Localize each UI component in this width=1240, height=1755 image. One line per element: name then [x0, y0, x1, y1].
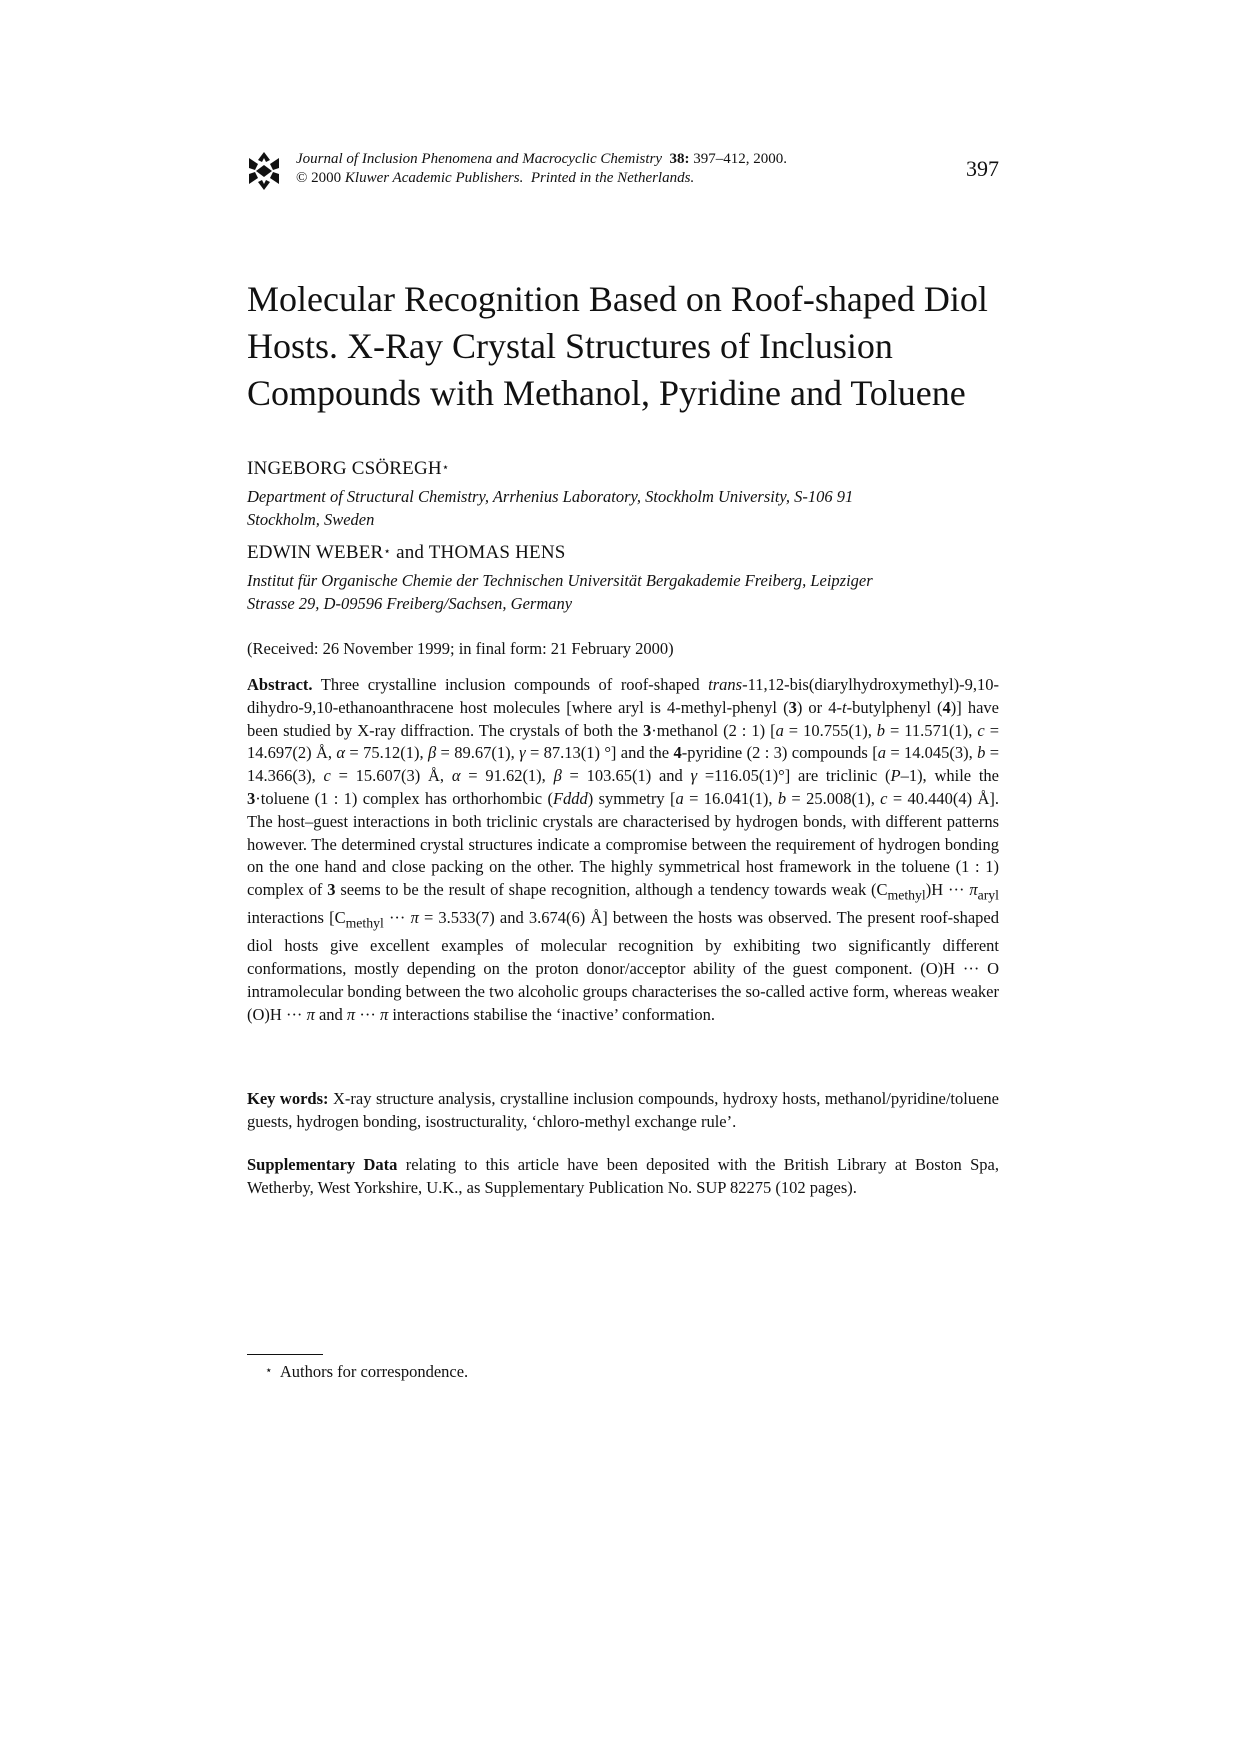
abstract-text-run: b [977, 743, 986, 763]
abstract-text-run: π [379, 1004, 389, 1024]
affiliation-2-line-2: Strasse 29, D-09596 Freiberg/Sachsen, Germany [247, 594, 573, 613]
abstract-text-run: β [553, 766, 562, 786]
journal-line-1 [296, 150, 787, 169]
abstract-text-run: b [876, 720, 886, 740]
abstract-text-run: = 75.12(1), [345, 743, 428, 763]
abstract-text-run: c [977, 720, 985, 740]
journal-line-2 [296, 169, 787, 188]
title-line-1: Molecular Recognition Based on Roof-shaped Diol [247, 279, 988, 319]
abstract-text-run: = 10.755(1), [783, 720, 877, 740]
abstract-text-run: a [775, 720, 784, 740]
abstract-text-run: P [890, 766, 901, 786]
abstract-text-run: and [314, 1004, 347, 1024]
abstract-text-run: π [969, 880, 978, 900]
abstract-text-run: = 91.62(1), [460, 766, 554, 786]
supplementary-data [247, 1154, 999, 1200]
copyright-year: 2000 [311, 170, 342, 186]
footnote-text: Authors for correspondence. [279, 1362, 469, 1381]
abstract-text-run: π [346, 1004, 356, 1024]
abstract [247, 674, 999, 1027]
abstract-text-run: ·methanol (2 : 1) [ [651, 720, 776, 740]
abstract-text-run: = 14.045(3), [885, 743, 978, 763]
abstract-text-run: π [306, 1004, 315, 1024]
abstract-text-run: )H ··· [925, 880, 970, 900]
received-dates: (Received: 26 November 1999; in final form: 21 February 2000) [247, 639, 674, 658]
abstract-label: Abstract. [247, 675, 313, 694]
page-number: 397 [966, 156, 999, 181]
abstract-text-run: methyl [345, 915, 384, 931]
abstract-text-run: = 3.533(7) and 3.674(6) Å] between the hosts was observed. The present roof-shaped diol hosts give excellent examples of molecular recognition by exhibiting two significantly different conformations, mostly depending on the proton donor/acceptor ability of the guest component. (O)H ··· O intramolecular bonding between the two alcoholic groups characterises the so-called active form, whereas weaker (O)H ··· [247, 908, 999, 1024]
footnote-rule [247, 1354, 323, 1355]
author-3-name: and THOMAS HENS [391, 542, 566, 563]
author-1-name: INGEBORG CSÖREGH [247, 458, 442, 479]
title-line-3: Compounds with Methanol, Pyridine and Toluene [247, 373, 966, 413]
abstract-text-run: = 25.008(1), [786, 788, 881, 808]
abstract-text-run: 3 [327, 880, 336, 900]
abstract-text-run: = 14.366(3), [247, 743, 1000, 786]
abstract-text-run: -pyridine (2 : 3) compounds [ [681, 743, 878, 763]
author-2-name: EDWIN WEBER [247, 542, 384, 563]
copyright-symbol: © [296, 170, 308, 186]
abstract-text-run: c [880, 788, 888, 808]
abstract-text-run: ··· [383, 908, 411, 928]
author-2 [247, 542, 566, 564]
abstract-text-run: = 87.13(1) °] and the [525, 743, 674, 763]
supplementary-label: Supplementary Data [247, 1155, 398, 1174]
abstract-text-run: -11,12-bis(diarylhydroxymethyl)-9,10-dihydro-9,10-ethanoanthracene host molecules [where aryl is 4-methyl-phenyl ( [247, 675, 999, 717]
abstract-text-run: = 15.607(3) Å, [330, 766, 452, 786]
abstract-text-run: =116.05(1)°] are triclinic ( [697, 766, 891, 786]
abstract-text-run: c [323, 766, 331, 786]
abstract-text-run: 4 [942, 697, 951, 717]
abstract-text-run: a [675, 788, 684, 808]
abstract-text-run: 3 [642, 720, 652, 740]
abstract-text-run: 4 [673, 743, 682, 763]
abstract-text-run: seems to be the result of shape recognition, although a tendency towards weak (C [335, 880, 888, 900]
publisher-name: Kluwer Academic Publishers. [344, 170, 524, 186]
abstract-text-run: ··· [355, 1004, 380, 1024]
abstract-text-run: = 16.041(1), [683, 788, 778, 808]
abstract-text-run: = 103.65(1) and [561, 766, 691, 786]
abstract-text-run: α [336, 743, 346, 763]
abstract-text-run: )] have been studied by X-ray diffraction. The crystals of both the [247, 697, 1000, 740]
abstract-text-run: interactions stabilise the ‘inactive’ conformation. [388, 1004, 716, 1024]
journal-name: Journal of Inclusion Phenomena and Macrocyclic Chemistry [296, 151, 663, 167]
abstract-text-run: Fddd [552, 788, 588, 808]
running-header [247, 150, 999, 202]
abstract-text-run: β [427, 743, 437, 763]
supplementary-text: relating to this article have been deposited with the British Library at Boston Spa, Wetherby, West Yorkshire, U.K., as Supplementary Publication No. SUP 82275 (102 pages). [247, 1155, 999, 1197]
affiliation-1-line-1: Department of Structural Chemistry, Arrhenius Laboratory, Stockholm University, S-106 91 [247, 487, 854, 506]
publisher-logo-icon [247, 150, 281, 192]
abstract-text-run: interactions [C [247, 908, 346, 928]
abstract-text-run: a [877, 743, 886, 763]
keywords [247, 1088, 999, 1134]
abstract-text-run: ) or 4- [796, 697, 843, 717]
abstract-text-run: b [777, 788, 787, 808]
printed-note: Printed in the Netherlands. [530, 170, 695, 186]
abstract-text-run: trans [708, 675, 743, 694]
abstract-text-run: ) symmetry [ [587, 788, 676, 808]
footnote-marker: ⋆ [265, 1363, 273, 1377]
abstract-text-run: -butylphenyl ( [846, 697, 943, 717]
affiliation-2-line-1: Institut für Organische Chemie der Technischen Universität Bergakademie Freiberg, Leipziger [247, 571, 873, 590]
abstract-text-run: 3 [788, 697, 797, 717]
affiliation-1 [247, 485, 999, 531]
abstract-text-run: aryl [977, 887, 999, 903]
abstract-text-run: α [451, 766, 461, 786]
article-title [247, 276, 1007, 417]
abstract-text-run: γ [690, 766, 698, 786]
abstract-text-run: = 14.697(2) Å, [247, 720, 1000, 763]
abstract-text-run: = 89.67(1), [436, 743, 520, 763]
journal-pages: 397–412, 2000. [693, 151, 788, 167]
author-2-marker: ⋆ [383, 544, 392, 558]
abstract-text-run: γ [519, 743, 526, 763]
journal-volume: 38: [669, 151, 690, 167]
journal-citation [296, 150, 787, 188]
abstract-text-run: 3 [247, 788, 256, 808]
keywords-text: X-ray structure analysis, crystalline inclusion compounds, hydroxy hosts, methanol/pyridine/toluene guests, hydrogen bonding, isostructurality, ‘chloro-methyl exchange rule’. [247, 1089, 999, 1131]
footnote [265, 1362, 468, 1382]
abstract-text-run: Three crystalline inclusion compounds of roof-shaped [312, 675, 709, 694]
abstract-text-run: t [842, 697, 847, 717]
abstract-text-run: = 40.440(4) Å]. The host–guest interactions in both triclinic crystals are characterised by hydrogen bonds, with different patterns however. The determined crystal structures indicate a compromise between the requirement of hydrogen bonding on the one hand and close packing on the other. The highly symmetrical host framework in the toluene (1 : 1) complex of [247, 788, 999, 900]
abstract-text-run: ·toluene (1 : 1) complex has orthorhombic ( [255, 788, 553, 808]
keywords-label: Key words: [247, 1089, 329, 1108]
affiliation-1-line-2: Stockholm, Sweden [247, 510, 375, 529]
affiliation-2 [247, 569, 999, 615]
author-1 [247, 458, 450, 480]
abstract-text-run: π [410, 908, 419, 928]
abstract-text-run: –1), while the [900, 766, 1000, 786]
abstract-text-run: methyl [887, 887, 926, 903]
title-line-2: Hosts. X-Ray Crystal Structures of Inclusion [247, 326, 893, 366]
author-1-marker: ⋆ [441, 460, 450, 474]
abstract-text-run: = 11.571(1), [885, 720, 978, 740]
